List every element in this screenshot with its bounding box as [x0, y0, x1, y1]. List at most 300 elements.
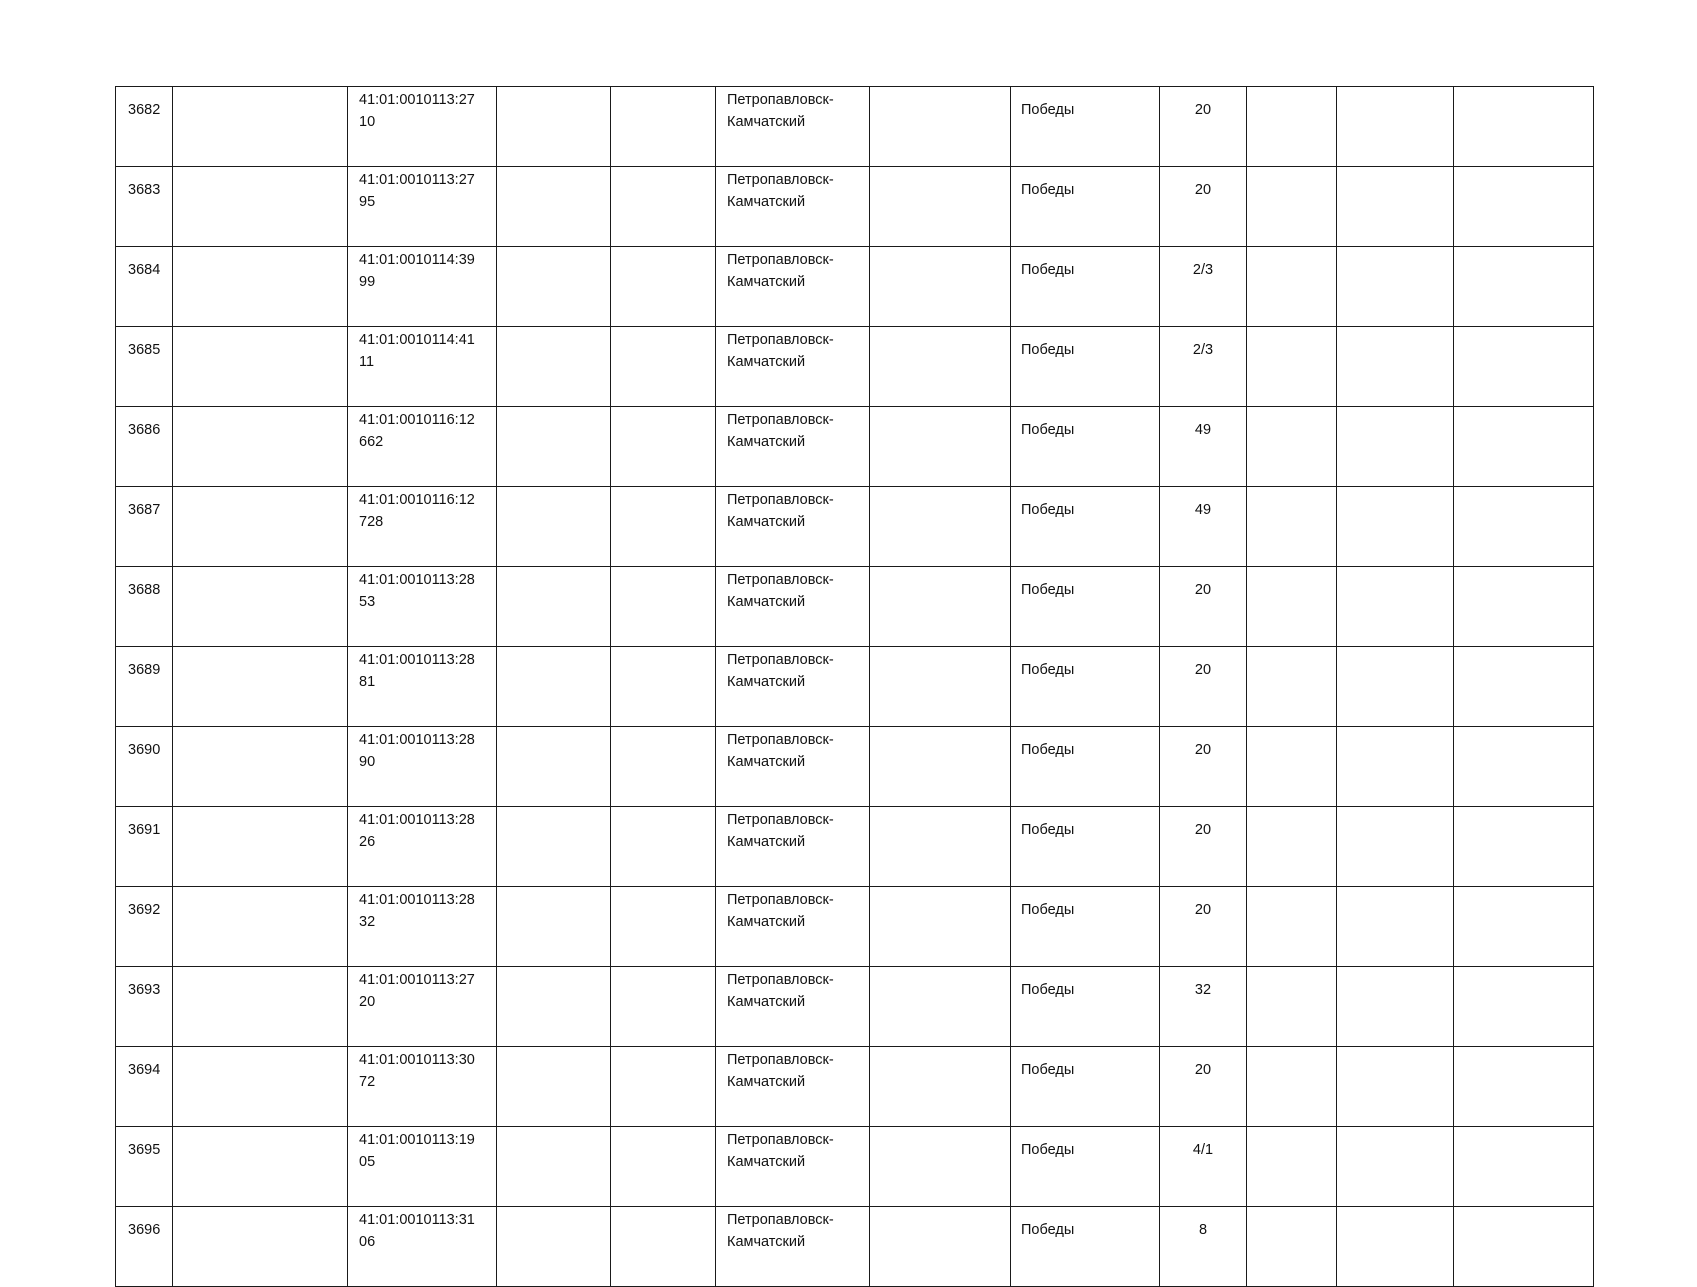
empty-cell	[173, 247, 348, 327]
empty-cell	[1454, 567, 1594, 647]
city-name-line: Петропавловск-	[727, 492, 834, 508]
empty-cell	[1247, 247, 1337, 327]
city-cell	[716, 247, 870, 327]
house-number: 20	[1194, 102, 1212, 118]
empty-cell	[1337, 647, 1454, 727]
row-number: 3684	[128, 262, 161, 278]
empty-cell	[173, 887, 348, 967]
cadastral-number-line: 10	[359, 114, 376, 130]
empty-cell	[173, 407, 348, 487]
table-row	[116, 87, 1594, 167]
city-name-line: Камчатский	[727, 274, 806, 290]
city-cell	[716, 567, 870, 647]
empty-cell	[173, 327, 348, 407]
empty-cell	[173, 727, 348, 807]
house-number-cell	[1160, 327, 1247, 407]
cadastral-number-line: 41:01:0010113:28	[359, 812, 475, 828]
cadastral-number-cell	[348, 247, 497, 327]
cadastral-number-line: 41:01:0010114:41	[359, 332, 475, 348]
city-name-line: Камчатский	[727, 114, 806, 130]
table-row	[116, 887, 1594, 967]
row-number-cell	[116, 1207, 173, 1287]
house-number-cell	[1160, 247, 1247, 327]
cadastral-number-line: 41:01:0010113:27	[359, 172, 475, 188]
empty-cell	[497, 407, 611, 487]
street-name: Победы	[1021, 1142, 1075, 1158]
street-cell	[1011, 807, 1160, 887]
table-row	[116, 967, 1594, 1047]
house-number: 49	[1194, 422, 1212, 438]
cadastral-number-line: 11	[359, 354, 375, 370]
house-number: 49	[1194, 502, 1212, 518]
city-cell	[716, 727, 870, 807]
empty-cell	[1337, 887, 1454, 967]
house-number: 20	[1194, 742, 1212, 758]
table-row	[116, 247, 1594, 327]
city-name-line: Петропавловск-	[727, 572, 834, 588]
cadastral-number-cell	[348, 167, 497, 247]
empty-cell	[497, 567, 611, 647]
empty-cell	[870, 407, 1011, 487]
cadastral-number-line: 41:01:0010113:31	[359, 1212, 475, 1228]
empty-cell	[173, 967, 348, 1047]
empty-cell	[611, 247, 716, 327]
row-number: 3690	[128, 742, 161, 758]
house-number: 20	[1194, 582, 1212, 598]
empty-cell	[611, 167, 716, 247]
row-number-cell	[116, 407, 173, 487]
cadastral-number-cell	[348, 567, 497, 647]
empty-cell	[870, 487, 1011, 567]
street-name: Победы	[1021, 102, 1075, 118]
empty-cell	[173, 567, 348, 647]
house-number: 4/1	[1192, 1142, 1214, 1158]
house-number: 20	[1194, 662, 1212, 678]
empty-cell	[1337, 727, 1454, 807]
street-name: Победы	[1021, 582, 1075, 598]
empty-cell	[1247, 1127, 1337, 1207]
empty-cell	[870, 1127, 1011, 1207]
city-name-line: Петропавловск-	[727, 1052, 834, 1068]
empty-cell	[1247, 647, 1337, 727]
street-cell	[1011, 887, 1160, 967]
empty-cell	[1247, 967, 1337, 1047]
city-name-line: Камчатский	[727, 194, 806, 210]
row-number-cell	[116, 1047, 173, 1127]
street-cell	[1011, 87, 1160, 167]
cadastral-number-line: 41:01:0010113:28	[359, 572, 475, 588]
empty-cell	[1247, 87, 1337, 167]
table-row	[116, 487, 1594, 567]
house-number: 32	[1194, 982, 1212, 998]
empty-cell	[1337, 1127, 1454, 1207]
house-number-cell	[1160, 887, 1247, 967]
empty-cell	[1454, 247, 1594, 327]
empty-cell	[870, 87, 1011, 167]
cadastral-number-cell	[348, 727, 497, 807]
row-number: 3694	[128, 1062, 161, 1078]
empty-cell	[173, 647, 348, 727]
empty-cell	[1454, 327, 1594, 407]
empty-cell	[611, 1047, 716, 1127]
empty-cell	[611, 887, 716, 967]
empty-cell	[497, 1127, 611, 1207]
house-number: 20	[1194, 182, 1212, 198]
street-name: Победы	[1021, 902, 1075, 918]
cadastral-number-line: 53	[359, 594, 376, 610]
street-cell	[1011, 407, 1160, 487]
empty-cell	[1337, 487, 1454, 567]
table-row	[116, 327, 1594, 407]
empty-cell	[1337, 87, 1454, 167]
house-number-cell	[1160, 567, 1247, 647]
street-cell	[1011, 727, 1160, 807]
city-name-line: Петропавловск-	[727, 972, 834, 988]
house-number: 20	[1194, 1062, 1212, 1078]
cadastral-number-line: 72	[359, 1074, 376, 1090]
empty-cell	[870, 647, 1011, 727]
empty-cell	[1454, 887, 1594, 967]
street-cell	[1011, 1207, 1160, 1287]
empty-cell	[870, 887, 1011, 967]
empty-cell	[870, 967, 1011, 1047]
city-name-line: Камчатский	[727, 994, 806, 1010]
empty-cell	[1454, 1207, 1594, 1287]
empty-cell	[173, 807, 348, 887]
empty-cell	[497, 327, 611, 407]
empty-cell	[611, 1127, 716, 1207]
empty-cell	[870, 807, 1011, 887]
city-name-line: Петропавловск-	[727, 252, 834, 268]
empty-cell	[611, 1207, 716, 1287]
empty-cell	[497, 487, 611, 567]
empty-cell	[173, 1127, 348, 1207]
city-name-line: Петропавловск-	[727, 812, 834, 828]
city-cell	[716, 807, 870, 887]
empty-cell	[1247, 327, 1337, 407]
empty-cell	[611, 327, 716, 407]
empty-cell	[611, 407, 716, 487]
empty-cell	[1337, 807, 1454, 887]
city-name-line: Петропавловск-	[727, 412, 834, 428]
empty-cell	[870, 1047, 1011, 1127]
cadastral-number-line: 41:01:0010113:27	[359, 972, 475, 988]
table-row	[116, 407, 1594, 487]
city-name-line: Камчатский	[727, 914, 806, 930]
row-number-cell	[116, 167, 173, 247]
cadastral-number-line: 662	[359, 434, 384, 450]
cadastral-number-line: 95	[359, 194, 376, 210]
empty-cell	[497, 1207, 611, 1287]
empty-cell	[1247, 807, 1337, 887]
table-row	[116, 1127, 1594, 1207]
empty-cell	[497, 87, 611, 167]
row-number-cell	[116, 807, 173, 887]
empty-cell	[1247, 1207, 1337, 1287]
row-number: 3689	[128, 662, 161, 678]
row-number-cell	[116, 247, 173, 327]
empty-cell	[870, 567, 1011, 647]
street-name: Победы	[1021, 742, 1075, 758]
street-name: Победы	[1021, 502, 1075, 518]
city-name-line: Петропавловск-	[727, 732, 834, 748]
city-name-line: Камчатский	[727, 354, 806, 370]
city-name-line: Петропавловск-	[727, 172, 834, 188]
city-cell	[716, 887, 870, 967]
table-row	[116, 1207, 1594, 1287]
house-number: 20	[1194, 822, 1212, 838]
cadastral-number-line: 05	[359, 1154, 376, 1170]
house-number-cell	[1160, 727, 1247, 807]
cadastral-number-line: 41:01:0010116:12	[359, 412, 475, 428]
cadastral-number-line: 81	[359, 674, 376, 690]
cadastral-number-line: 99	[359, 274, 376, 290]
empty-cell	[1337, 327, 1454, 407]
empty-cell	[870, 167, 1011, 247]
row-number-cell	[116, 567, 173, 647]
house-number: 20	[1194, 902, 1212, 918]
row-number-cell	[116, 887, 173, 967]
registry-table	[115, 86, 1594, 1287]
street-cell	[1011, 1127, 1160, 1207]
empty-cell	[1247, 887, 1337, 967]
empty-cell	[1247, 407, 1337, 487]
street-name: Победы	[1021, 342, 1075, 358]
cadastral-number-cell	[348, 407, 497, 487]
street-cell	[1011, 567, 1160, 647]
empty-cell	[1247, 487, 1337, 567]
table-row	[116, 647, 1594, 727]
empty-cell	[611, 967, 716, 1047]
cadastral-number-line: 41:01:0010113:27	[359, 92, 475, 108]
empty-cell	[611, 647, 716, 727]
city-name-line: Камчатский	[727, 834, 806, 850]
city-cell	[716, 1207, 870, 1287]
city-name-line: Петропавловск-	[727, 1132, 834, 1148]
city-name-line: Петропавловск-	[727, 92, 834, 108]
empty-cell	[611, 727, 716, 807]
empty-cell	[1454, 647, 1594, 727]
cadastral-number-line: 06	[359, 1234, 376, 1250]
city-cell	[716, 1047, 870, 1127]
row-number: 3685	[128, 342, 161, 358]
cadastral-number-cell	[348, 1207, 497, 1287]
row-number: 3686	[128, 422, 161, 438]
empty-cell	[497, 647, 611, 727]
house-number: 2/3	[1192, 262, 1214, 278]
empty-cell	[1454, 967, 1594, 1047]
cadastral-number-line: 26	[359, 834, 376, 850]
empty-cell	[611, 87, 716, 167]
empty-cell	[497, 167, 611, 247]
street-name: Победы	[1021, 662, 1075, 678]
house-number-cell	[1160, 87, 1247, 167]
city-name-line: Камчатский	[727, 1234, 806, 1250]
empty-cell	[870, 727, 1011, 807]
cadastral-number-line: 41:01:0010116:12	[359, 492, 475, 508]
empty-cell	[870, 247, 1011, 327]
table-row	[116, 727, 1594, 807]
house-number-cell	[1160, 807, 1247, 887]
empty-cell	[1454, 727, 1594, 807]
cadastral-number-line: 90	[359, 754, 376, 770]
street-name: Победы	[1021, 1222, 1075, 1238]
city-name-line: Камчатский	[727, 514, 806, 530]
city-name-line: Камчатский	[727, 434, 806, 450]
city-name-line: Камчатский	[727, 594, 806, 610]
empty-cell	[1454, 87, 1594, 167]
city-name-line: Петропавловск-	[727, 892, 834, 908]
empty-cell	[1454, 487, 1594, 567]
table-row	[116, 807, 1594, 887]
city-name-line: Камчатский	[727, 1074, 806, 1090]
street-cell	[1011, 487, 1160, 567]
empty-cell	[173, 167, 348, 247]
empty-cell	[870, 1207, 1011, 1287]
empty-cell	[1337, 167, 1454, 247]
house-number-cell	[1160, 167, 1247, 247]
street-cell	[1011, 247, 1160, 327]
city-cell	[716, 327, 870, 407]
cadastral-number-line: 41:01:0010114:39	[359, 252, 475, 268]
empty-cell	[1337, 1047, 1454, 1127]
house-number: 2/3	[1192, 342, 1214, 358]
cadastral-number-line: 20	[359, 994, 376, 1010]
empty-cell	[497, 807, 611, 887]
street-name: Победы	[1021, 262, 1075, 278]
empty-cell	[1454, 1047, 1594, 1127]
empty-cell	[1454, 1127, 1594, 1207]
city-cell	[716, 647, 870, 727]
row-number: 3696	[128, 1222, 161, 1238]
row-number-cell	[116, 727, 173, 807]
cadastral-number-cell	[348, 327, 497, 407]
cadastral-number-cell	[348, 487, 497, 567]
empty-cell	[497, 1047, 611, 1127]
city-cell	[716, 967, 870, 1047]
empty-cell	[611, 567, 716, 647]
city-name-line: Петропавловск-	[727, 652, 834, 668]
city-name-line: Петропавловск-	[727, 332, 834, 348]
house-number-cell	[1160, 1127, 1247, 1207]
row-number: 3688	[128, 582, 161, 598]
city-cell	[716, 87, 870, 167]
row-number: 3687	[128, 502, 161, 518]
empty-cell	[173, 1047, 348, 1127]
street-name: Победы	[1021, 1062, 1075, 1078]
street-name: Победы	[1021, 982, 1075, 998]
empty-cell	[1337, 967, 1454, 1047]
cadastral-number-line: 41:01:0010113:30	[359, 1052, 475, 1068]
house-number-cell	[1160, 407, 1247, 487]
row-number-cell	[116, 487, 173, 567]
cadastral-number-cell	[348, 1127, 497, 1207]
empty-cell	[173, 87, 348, 167]
city-cell	[716, 487, 870, 567]
cadastral-number-cell	[348, 87, 497, 167]
empty-cell	[497, 727, 611, 807]
table-row	[116, 1047, 1594, 1127]
row-number-cell	[116, 647, 173, 727]
cadastral-number-line: 41:01:0010113:19	[359, 1132, 475, 1148]
table-row	[116, 567, 1594, 647]
cadastral-number-cell	[348, 887, 497, 967]
empty-cell	[870, 327, 1011, 407]
city-name-line: Камчатский	[727, 674, 806, 690]
row-number-cell	[116, 967, 173, 1047]
cadastral-number-cell	[348, 967, 497, 1047]
empty-cell	[1454, 807, 1594, 887]
table-body	[116, 87, 1594, 1287]
row-number: 3683	[128, 182, 161, 198]
street-name: Победы	[1021, 422, 1075, 438]
street-cell	[1011, 327, 1160, 407]
cadastral-number-cell	[348, 1047, 497, 1127]
empty-cell	[1337, 407, 1454, 487]
empty-cell	[497, 887, 611, 967]
empty-cell	[1454, 407, 1594, 487]
street-cell	[1011, 1047, 1160, 1127]
empty-cell	[1247, 727, 1337, 807]
city-cell	[716, 1127, 870, 1207]
row-number-cell	[116, 327, 173, 407]
empty-cell	[1247, 167, 1337, 247]
city-cell	[716, 167, 870, 247]
street-name: Победы	[1021, 822, 1075, 838]
row-number: 3691	[128, 822, 161, 838]
street-cell	[1011, 967, 1160, 1047]
house-number: 8	[1198, 1222, 1208, 1238]
cadastral-number-line: 41:01:0010113:28	[359, 892, 475, 908]
empty-cell	[1247, 567, 1337, 647]
row-number: 3695	[128, 1142, 161, 1158]
street-cell	[1011, 647, 1160, 727]
empty-cell	[173, 487, 348, 567]
city-name-line: Петропавловск-	[727, 1212, 834, 1228]
empty-cell	[1247, 1047, 1337, 1127]
empty-cell	[1337, 247, 1454, 327]
row-number: 3692	[128, 902, 161, 918]
empty-cell	[611, 487, 716, 567]
city-cell	[716, 407, 870, 487]
row-number: 3693	[128, 982, 161, 998]
cadastral-number-line: 32	[359, 914, 376, 930]
house-number-cell	[1160, 487, 1247, 567]
empty-cell	[611, 807, 716, 887]
empty-cell	[1337, 1207, 1454, 1287]
street-cell	[1011, 167, 1160, 247]
city-name-line: Камчатский	[727, 1154, 806, 1170]
house-number-cell	[1160, 1047, 1247, 1127]
house-number-cell	[1160, 1207, 1247, 1287]
row-number: 3682	[128, 102, 161, 118]
row-number-cell	[116, 87, 173, 167]
table-row	[116, 167, 1594, 247]
empty-cell	[497, 967, 611, 1047]
house-number-cell	[1160, 967, 1247, 1047]
row-number-cell	[116, 1127, 173, 1207]
cadastral-number-line: 41:01:0010113:28	[359, 732, 475, 748]
street-name: Победы	[1021, 182, 1075, 198]
cadastral-number-cell	[348, 647, 497, 727]
house-number-cell	[1160, 647, 1247, 727]
cadastral-number-cell	[348, 807, 497, 887]
empty-cell	[1337, 567, 1454, 647]
cadastral-number-line: 41:01:0010113:28	[359, 652, 475, 668]
empty-cell	[497, 247, 611, 327]
cadastral-number-line: 728	[359, 514, 384, 530]
city-name-line: Камчатский	[727, 754, 806, 770]
